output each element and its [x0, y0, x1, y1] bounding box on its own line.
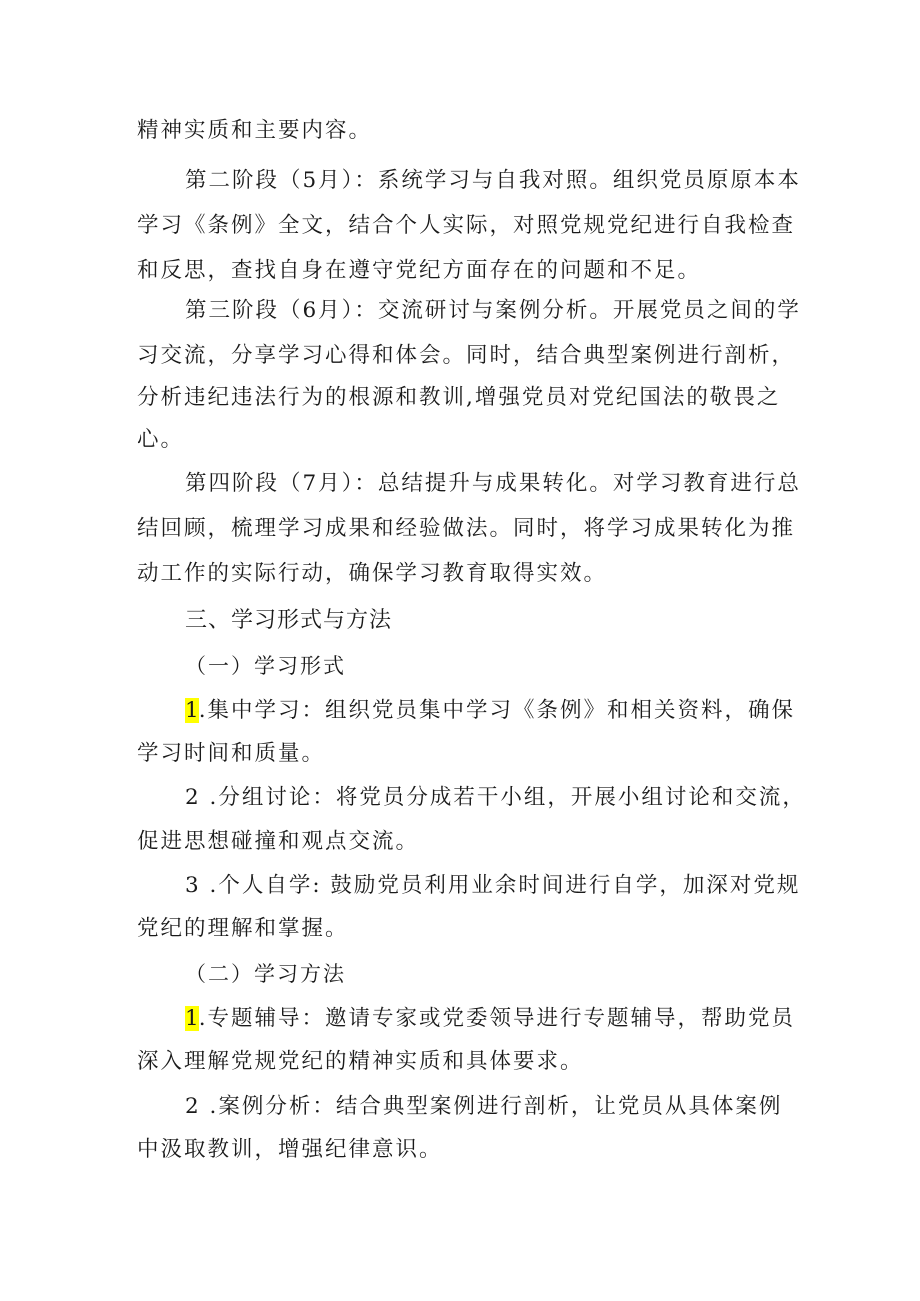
subsection-heading: （一）学习形式 [185, 654, 346, 678]
list-item-text: .集中学习：组织党员集中学习《条例》和相关资料，确保 [198, 698, 796, 723]
paragraph-line: 学习《条例》全文，结合个人实际，对照党规党纪进行自我检查 [137, 213, 796, 238]
list-item: 2 .分组讨论：将党员分成若干小组，开展小组讨论和交流， [185, 785, 806, 810]
paragraph-line: 和反思，查找自身在遵守党纪方面存在的问题和不足。 [137, 258, 702, 283]
paragraph-line: 促进思想碰撞和观点交流。 [137, 829, 420, 854]
list-item: 2 .案例分析：结合典型案例进行剖析，让党员从具体案例 [185, 1094, 783, 1119]
paragraph-line: 习交流，分享学习心得和体会。同时，结合典型案例进行剖析， [137, 343, 796, 368]
paragraph-line: 结回顾，梳理学习成果和经验做法。同时，将学习成果转化为推 [137, 516, 796, 541]
paragraph-line: 第二阶段（5月）：系统学习与自我对照。组织党员原原本本 [185, 168, 801, 193]
highlighted-number: 1 [185, 698, 199, 723]
subsection-heading: （二）学习方法 [185, 962, 346, 986]
paragraph-line: 学习时间和质量。 [137, 741, 326, 766]
section-heading: 三、学习形式与方法 [185, 608, 393, 633]
highlighted-number: 1 [185, 1006, 199, 1031]
paragraph-line: 精神实质和主要内容。 [137, 118, 373, 143]
list-item-text: .专题辅导：邀请专家或党委领导进行专题辅导，帮助党员 [198, 1006, 796, 1031]
paragraph-line: 第四阶段（7月）：总结提升与成果转化。对学习教育进行总 [185, 471, 801, 496]
list-item [185, 696, 845, 726]
paragraph-line: 深入理解党规党纪的精神实质和具体要求。 [137, 1049, 584, 1074]
paragraph-line: 心。 [137, 427, 185, 452]
paragraph-line: 动工作的实际行动，确保学习教育取得实效。 [137, 561, 608, 586]
paragraph-line: 分析违纪违法行为的根源和教训,增强党员对党纪国法的敬畏之 [137, 385, 781, 410]
paragraph-line: 中汲取教训，增强纪律意识。 [137, 1137, 443, 1162]
list-item: 3 .个人自学: 鼓励党员利用业余时间进行自学，加深对党规 [185, 873, 801, 898]
list-item [185, 1004, 845, 1034]
paragraph-line: 第三阶段（6月）：交流研讨与案例分析。开展党员之间的学 [185, 298, 801, 323]
paragraph-line: 党纪的理解和掌握。 [137, 916, 349, 941]
